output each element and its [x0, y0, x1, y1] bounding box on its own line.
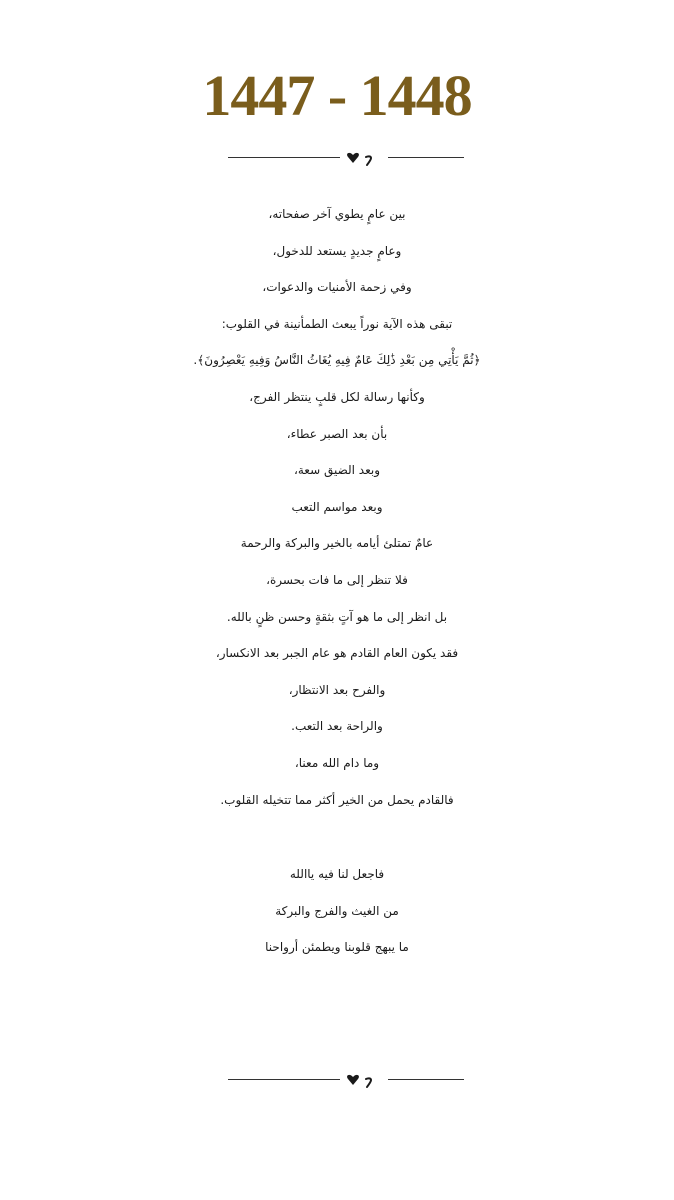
- verse-line: تبقى هذه الآية نوراً يبعث الطمأنينة في القلوب:: [221, 316, 453, 331]
- poem-text: [0, 196, 674, 966]
- divider-line-right: [388, 157, 464, 158]
- verse-line: بين عامٍ يطوي آخر صفحاته،: [268, 207, 406, 221]
- divider-line-left: [228, 1079, 340, 1080]
- quran-verse: ﴿ثُمَّ يَأْتِي مِن بَعْدِ ذَٰلِكَ عَامٌ فِيهِ يُغَاثُ النَّاسُ وَفِيهِ يَعْصِرُونَ﴾.: [193, 353, 481, 368]
- divider-line-right: [388, 1079, 464, 1080]
- verse-line: وفي زحمة الأمنيات والدعوات،: [262, 280, 412, 295]
- verse-line: وما دام الله معنا،: [294, 755, 380, 770]
- verse-line: وكأنها رسالة لكل قلبٍ ينتظر الفرج،: [249, 389, 425, 404]
- bottom-divider: [228, 1070, 464, 1090]
- verse-line: فلا تنظر إلى ما فات بحسرة،: [266, 572, 408, 587]
- verse-line: بأن بعد الصبر عطاء،: [286, 426, 388, 441]
- heart-ornament-icon: [344, 1070, 384, 1090]
- year-title: 1447 - 1448: [202, 63, 472, 128]
- verse-line: والفرح بعد الانتظار،: [288, 682, 386, 697]
- verse-line: فقد يكون العام القادم هو عام الجبر بعد الانكسار،: [215, 646, 459, 661]
- verse-line: وبعد الضيق سعة،: [293, 463, 381, 478]
- prayer-line: من الغيث والفرج والبركة: [275, 903, 399, 918]
- stanza-gap: [0, 818, 674, 856]
- top-divider: [228, 148, 464, 168]
- verse-line: فالقادم يحمل من الخير أكثر مما تتخيله القلوب.: [220, 792, 454, 807]
- heart-ornament-icon: [344, 148, 384, 168]
- verse-line: عامٌ تمتلئ أيامه بالخير والبركة والرحمة: [240, 536, 434, 551]
- verse-line: بل انظر إلى ما هو آتٍ بثقةٍ وحسن ظنٍ بالله.: [226, 609, 448, 624]
- verse-line: وبعد مواسم التعب: [291, 499, 383, 514]
- prayer-line: فاجعل لنا فيه ياالله: [289, 867, 385, 882]
- verse-line: وعامٍ جديدٍ يستعد للدخول،: [272, 243, 402, 258]
- divider-line-left: [228, 157, 340, 158]
- verse-line: والراحة بعد التعب.: [291, 719, 383, 734]
- prayer-line: ما يبهج قلوبنا ويطمئن أرواحنا: [265, 940, 409, 955]
